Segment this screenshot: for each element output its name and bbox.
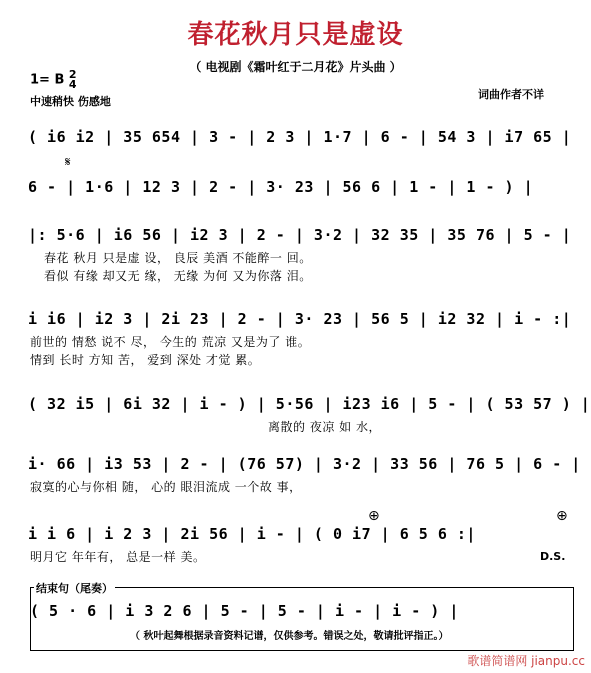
lyric-line-4b: 情到 长时 方知 苦， 爱到 深处 才觉 累。 — [30, 353, 261, 367]
coda-sign-2: ⊕ — [556, 508, 568, 524]
score-line-1: ( i6 i2 | 35 654 | 3 - | 2 3 | 1·7 | 6 - | 54 3 | i7 65 | — [28, 128, 572, 146]
key-label: 1= B — [30, 72, 65, 88]
lyric-line-7: 明月它 年年有， 总是一样 美。 — [30, 550, 206, 564]
score-line-6: i· 66 | i3 53 | 2 - | (76 57) | 3·2 | 33 56 | 76 5 | 6 - | — [28, 455, 581, 473]
subtitle: （ 电视剧《霜叶红于二月花》片头曲 ） — [189, 60, 402, 74]
lyric-line-3a: 春花 秋月 只是虚 设， 良辰 美酒 不能醉一 回。 — [44, 251, 312, 265]
lyric-line-6: 寂寞的心与你相 随， 心的 眼泪流成 一个故 事， — [30, 480, 302, 494]
key-signature — [30, 70, 77, 90]
score-line-2: 6 - | 1·6 | 12 3 | 2 - | 3· 23 | 56 6 | 1 - | 1 - ) | — [28, 178, 534, 196]
time-bottom: 4 — [68, 78, 77, 91]
score-line-8: ( 5 · 6 | i 3 2 6 | 5 - | 5 - | i - | i - ) | — [30, 602, 459, 620]
tempo-marking: 中速稍快 伤感地 — [30, 95, 111, 108]
transcription-note: （ 秋叶起舞根据录音资料记谱，仅供参考。错误之处，敬请批评指正。） — [130, 631, 449, 642]
time-signature — [69, 70, 77, 90]
time-top: 2 — [68, 68, 77, 81]
score-line-3: |: 5·6 | i6 56 | i2 3 | 2 - | 3·2 | 32 35 | 35 76 | 5 - | — [28, 226, 572, 244]
site-watermark: 歌谱简谱网 jianpu.cc — [467, 654, 585, 668]
score-line-4: i i6 | i2 3 | 2i 23 | 2 - | 3· 23 | 56 5 | i2 32 | i - :| — [28, 310, 572, 328]
coda-sign-1: ⊕ — [368, 508, 380, 524]
ds-marking: D.S. — [540, 550, 566, 563]
lyric-line-4a: 前世的 情愁 说不 尽， 今生的 荒凉 又是为了 谁。 — [30, 335, 311, 349]
score-line-7: i i 6 | i 2 3 | 2i 56 | i - | ( 0 i7 | 6 5 6 :| — [28, 525, 476, 543]
lyric-line-3b: 看似 有缘 却又无 缘， 无缘 为何 又为你落 泪。 — [44, 269, 312, 283]
segno-sign: 𝄋 — [65, 155, 71, 170]
page-title: 春花秋月只是虚设 — [187, 20, 404, 50]
ending-label: 结束句（尾奏） — [36, 582, 113, 595]
composer-credit: 词曲作者不详 — [478, 88, 544, 101]
score-line-5: ( 32 i5 | 6i 32 | i - ) | 5·56 | i23 i6 | 5 - | ( 53 57 ) | — [28, 395, 591, 413]
lyric-line-5: 离散的 夜凉 如 水， — [268, 420, 381, 434]
